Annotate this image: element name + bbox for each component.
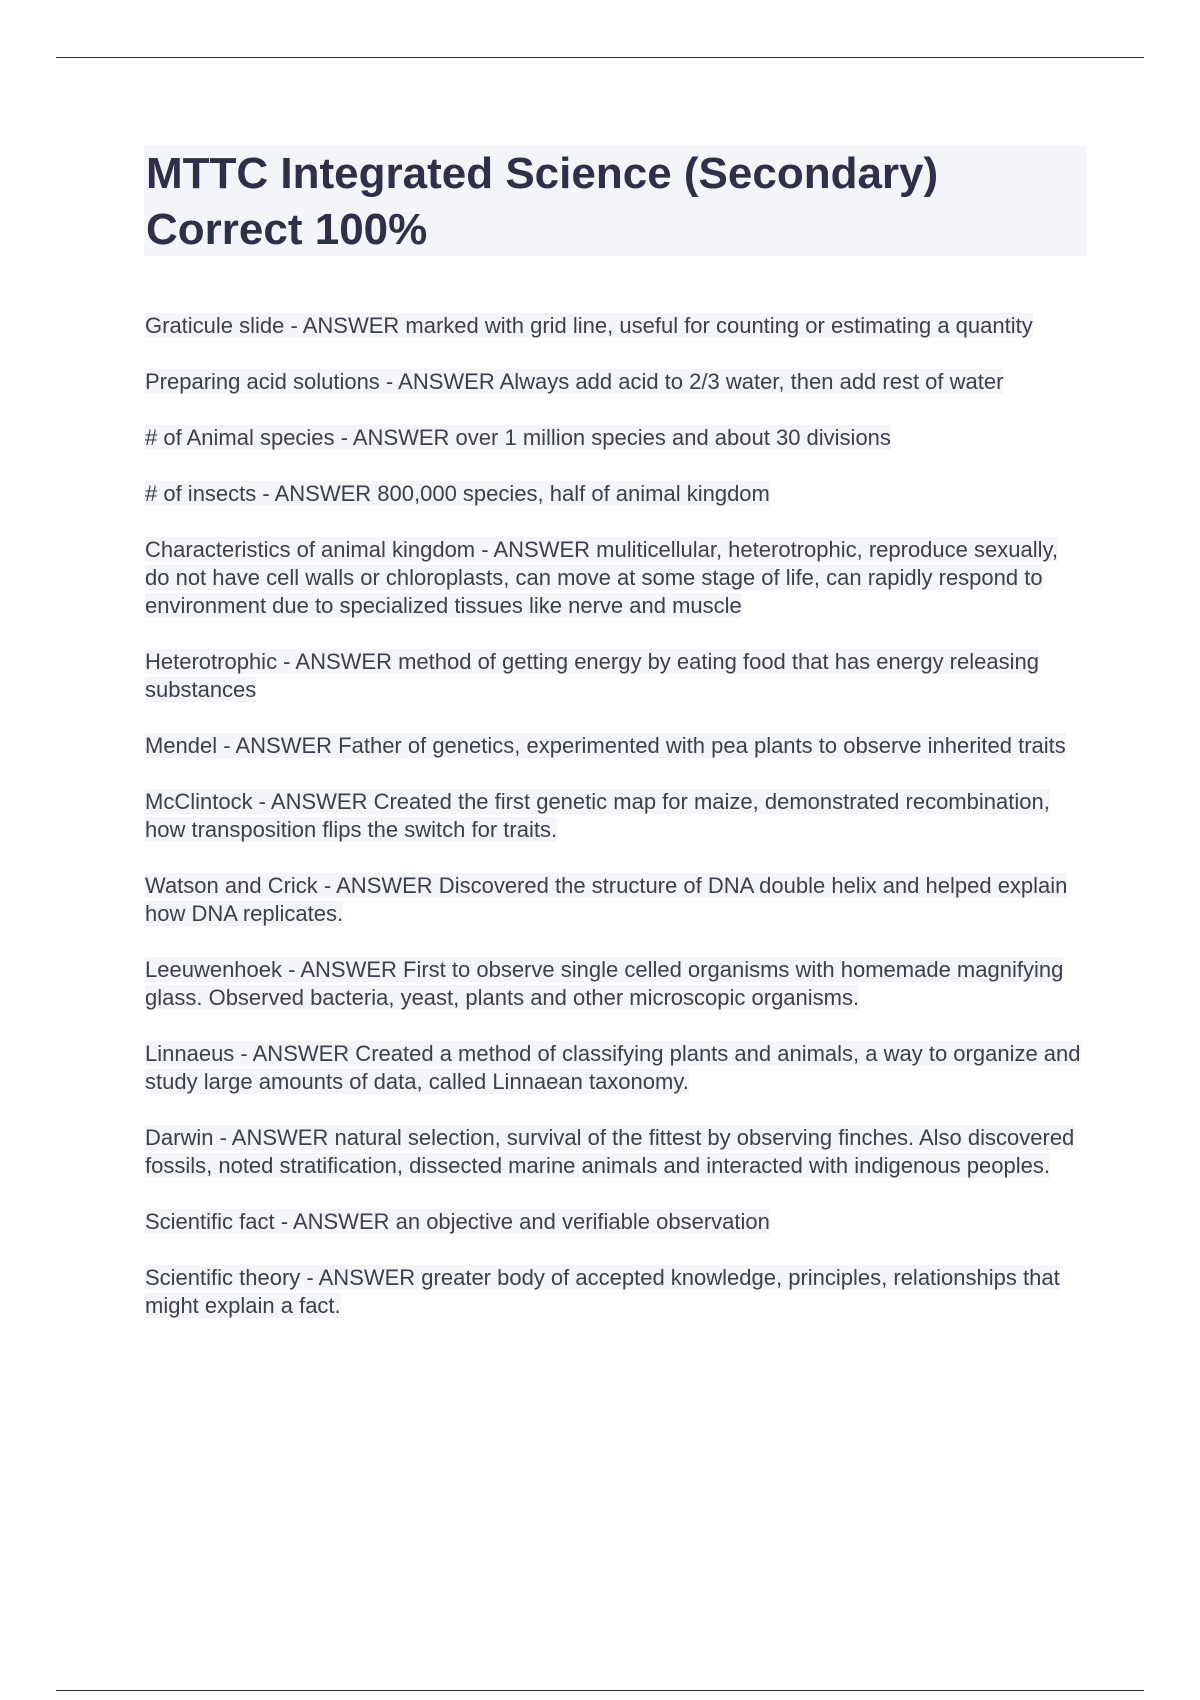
qa-item-text: Graticule slide - ANSWER marked with grid line, useful for counting or estimating a quantity	[145, 313, 1033, 338]
qa-item-text: Linnaeus - ANSWER Created a method of classifying plants and animals, a way to organize and study large amounts of data, called Linnaean taxonomy.	[145, 1041, 1081, 1094]
page-title-line-1: MTTC Integrated Science (Secondary)	[146, 149, 939, 198]
qa-item	[145, 1208, 1085, 1236]
qa-item-text: Scientific theory - ANSWER greater body of accepted knowledge, principles, relationships that might explain a fact.	[145, 1265, 1060, 1318]
page-title	[146, 146, 938, 258]
qa-item	[145, 732, 1085, 760]
qa-item	[145, 788, 1085, 844]
qa-item	[145, 872, 1085, 928]
qa-item-text: # of Animal species - ANSWER over 1 million species and about 30 divisions	[145, 425, 891, 450]
qa-item-text: Watson and Crick - ANSWER Discovered the structure of DNA double helix and helped explain how DNA replicates.	[145, 873, 1068, 926]
qa-item	[145, 368, 1085, 396]
qa-item	[145, 536, 1085, 620]
qa-item-text: McClintock - ANSWER Created the first genetic map for maize, demonstrated recombination, how transposition flips the switch for traits.	[145, 789, 1050, 842]
qa-item	[145, 480, 1085, 508]
qa-item-text: Preparing acid solutions - ANSWER Always add acid to 2/3 water, then add rest of water	[145, 369, 1004, 394]
qa-item-text: Mendel - ANSWER Father of genetics, experimented with pea plants to observe inherited traits	[145, 733, 1066, 758]
top-rule	[56, 57, 1144, 58]
qa-list	[145, 312, 1085, 1348]
qa-item	[145, 1264, 1085, 1320]
qa-item	[145, 648, 1085, 704]
qa-item-text: Leeuwenhoek - ANSWER First to observe single celled organisms with homemade magnifying glass. Observed bacteria, yeast, plants and other microscopic organisms.	[145, 957, 1064, 1010]
qa-item	[145, 956, 1085, 1012]
qa-item-text: Scientific fact - ANSWER an objective and verifiable observation	[145, 1209, 770, 1234]
bottom-rule	[56, 1690, 1144, 1691]
qa-item-text: Heterotrophic - ANSWER method of getting energy by eating food that has energy releasing substances	[145, 649, 1039, 702]
qa-item-text: Characteristics of animal kingdom - ANSWER muliticellular, heterotrophic, reproduce sexually, do not have cell walls or chloroplasts, can move at some stage of life, can rapidly respond to environment due to specialized tissues like nerve and muscle	[145, 537, 1058, 618]
qa-item-text: Darwin - ANSWER natural selection, survival of the fittest by observing finches. Also discovered fossils, noted stratification, dissected marine animals and interacted with indigenous peoples.	[145, 1125, 1075, 1178]
qa-item	[145, 1040, 1085, 1096]
qa-item	[145, 424, 1085, 452]
page-title-line-2: Correct 100%	[146, 205, 428, 254]
qa-item	[145, 312, 1085, 340]
qa-item	[145, 1124, 1085, 1180]
qa-item-text: # of insects - ANSWER 800,000 species, half of animal kingdom	[145, 481, 770, 506]
